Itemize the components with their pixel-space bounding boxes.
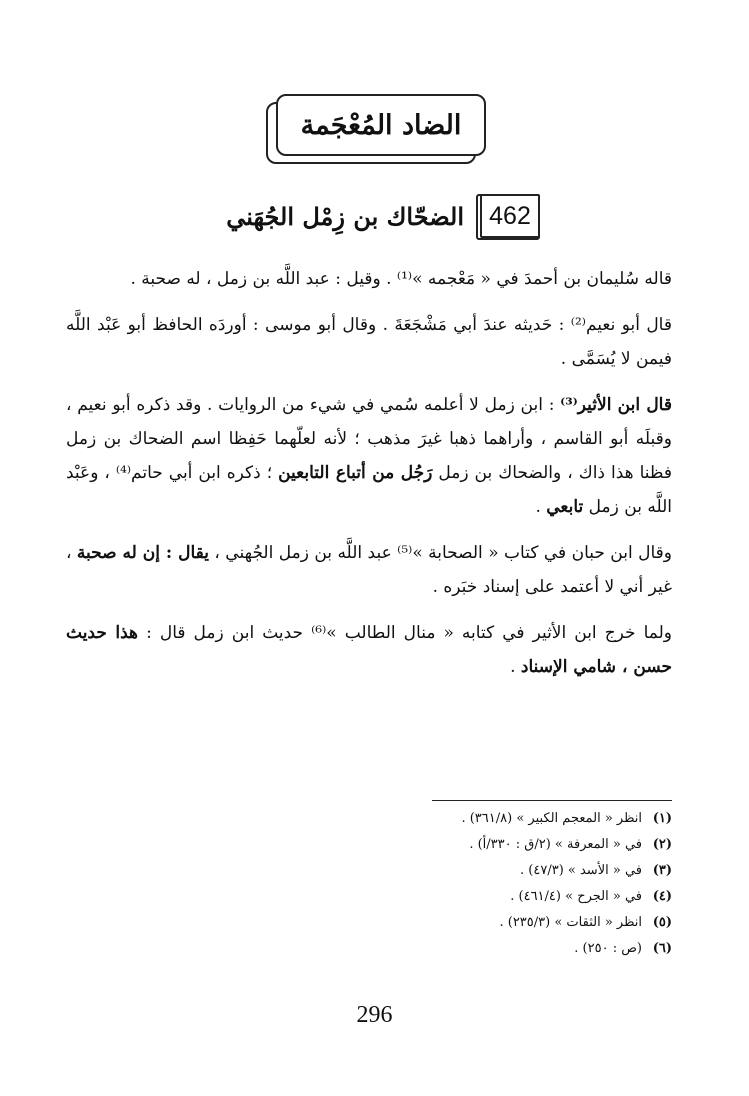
page-number: 296: [356, 1002, 393, 1028]
paragraph-3-bold: رَجُل من أتباع التابعين: [278, 463, 433, 483]
paragraph-3-end: .: [535, 497, 547, 517]
paragraph-4: [66, 536, 672, 604]
paragraph-3-lead: قال ابن الأثير⁽³⁾: [560, 395, 672, 415]
footnotes: [300, 806, 672, 962]
paragraph-5-bold: هذا حديث حسن ، شامي الإسناد: [66, 623, 672, 677]
paragraph-1: قاله سُليمان بن أحمدَ في « مَعْجمه »⁽¹⁾ . وقيل : عبد اللَّه بن زمل ، له صحبة .: [130, 269, 672, 289]
entry-number: 462: [480, 194, 540, 238]
paragraph-5: [66, 616, 672, 684]
chapter-heading-box: [266, 94, 484, 162]
footnote-text: (ص : ٢٥٠) .: [574, 941, 642, 956]
footnote: [300, 910, 672, 936]
footnote-number: (٥): [652, 915, 672, 930]
footnote-number: (٤): [652, 889, 672, 904]
footnote-divider: [432, 800, 672, 801]
footnote: [300, 832, 672, 858]
chapter-title: الضاد المُعْجَمة: [276, 94, 486, 156]
paragraph-5-text: ولما خرج ابن الأثير في كتابه « منال الطالب »⁽⁶⁾ حديث ابن زمل قال :: [138, 623, 673, 643]
paragraph-4-bold: يقال : إن له صحبة: [76, 543, 209, 563]
footnote: [300, 884, 672, 910]
footnote-number: (٣): [652, 863, 672, 878]
footnote-text: في « المعرفة » (٢/ق : ٣٣٠/أ) .: [469, 837, 642, 852]
footnote-text: في « الأسد » (٤٧/٣) .: [520, 863, 642, 878]
paragraph-4-end: ، غير أني لا أعتمد على إسناد خبَره .: [66, 543, 672, 597]
paragraph-2: قال أبو نعيم⁽²⁾ : حَديثه عندَ أبي مَشْجَعَةَ . وقال أبو موسى : أوردَه الحافظ أبو عَبْد اللَّه فيمن لا يُسَمَّى .: [66, 315, 672, 369]
footnote: [300, 858, 672, 884]
paragraph-4-text: وقال ابن حبان في كتاب « الصحابة »⁽⁵⁾ عبد اللَّه بن زمل الجُهني ،: [208, 543, 672, 563]
footnote: [300, 806, 672, 832]
paragraph-3-text: : ابن زمل لا أعلمه سُمي في شيء من الروايات . وقد ذكره أبو نعيم ، وقبلَه أبو القاسم ، وأراهما ذهبا غيرَ مذهب ؛ لأنه لعلّهما حَفِظا اسم الضحاك بن زمل فظنا هذا ذاك ، والضحاك بن زمل: [66, 395, 672, 483]
footnote-text: انظر « المعجم الكبير » (٣٦١/٨) .: [461, 811, 642, 826]
body-text: [66, 262, 672, 696]
footnote-text: في « الجرح » (٤٦١/٤) .: [510, 889, 642, 904]
paragraph-3: [66, 388, 672, 524]
paragraph-5-end: .: [510, 657, 521, 677]
footnote: [300, 936, 672, 962]
entry-number-box: [476, 194, 540, 238]
entry-heading: [200, 190, 540, 242]
footnote-number: (٦): [652, 941, 672, 956]
footnote-number: (١): [652, 811, 672, 826]
paragraph-3-text-2: ؛ ذكره ابن أبي حاتم⁽⁴⁾ ، وعَبْد اللَّه بن زمل: [66, 463, 672, 517]
footnote-number: (٢): [652, 837, 672, 852]
footnote-text: انظر « الثقات » (٢٣٥/٣) .: [499, 915, 642, 930]
paragraph-3-bold-2: تابعي: [546, 497, 584, 517]
entry-name: الضحّاك بن زِمْل الجُهَني: [226, 201, 464, 231]
